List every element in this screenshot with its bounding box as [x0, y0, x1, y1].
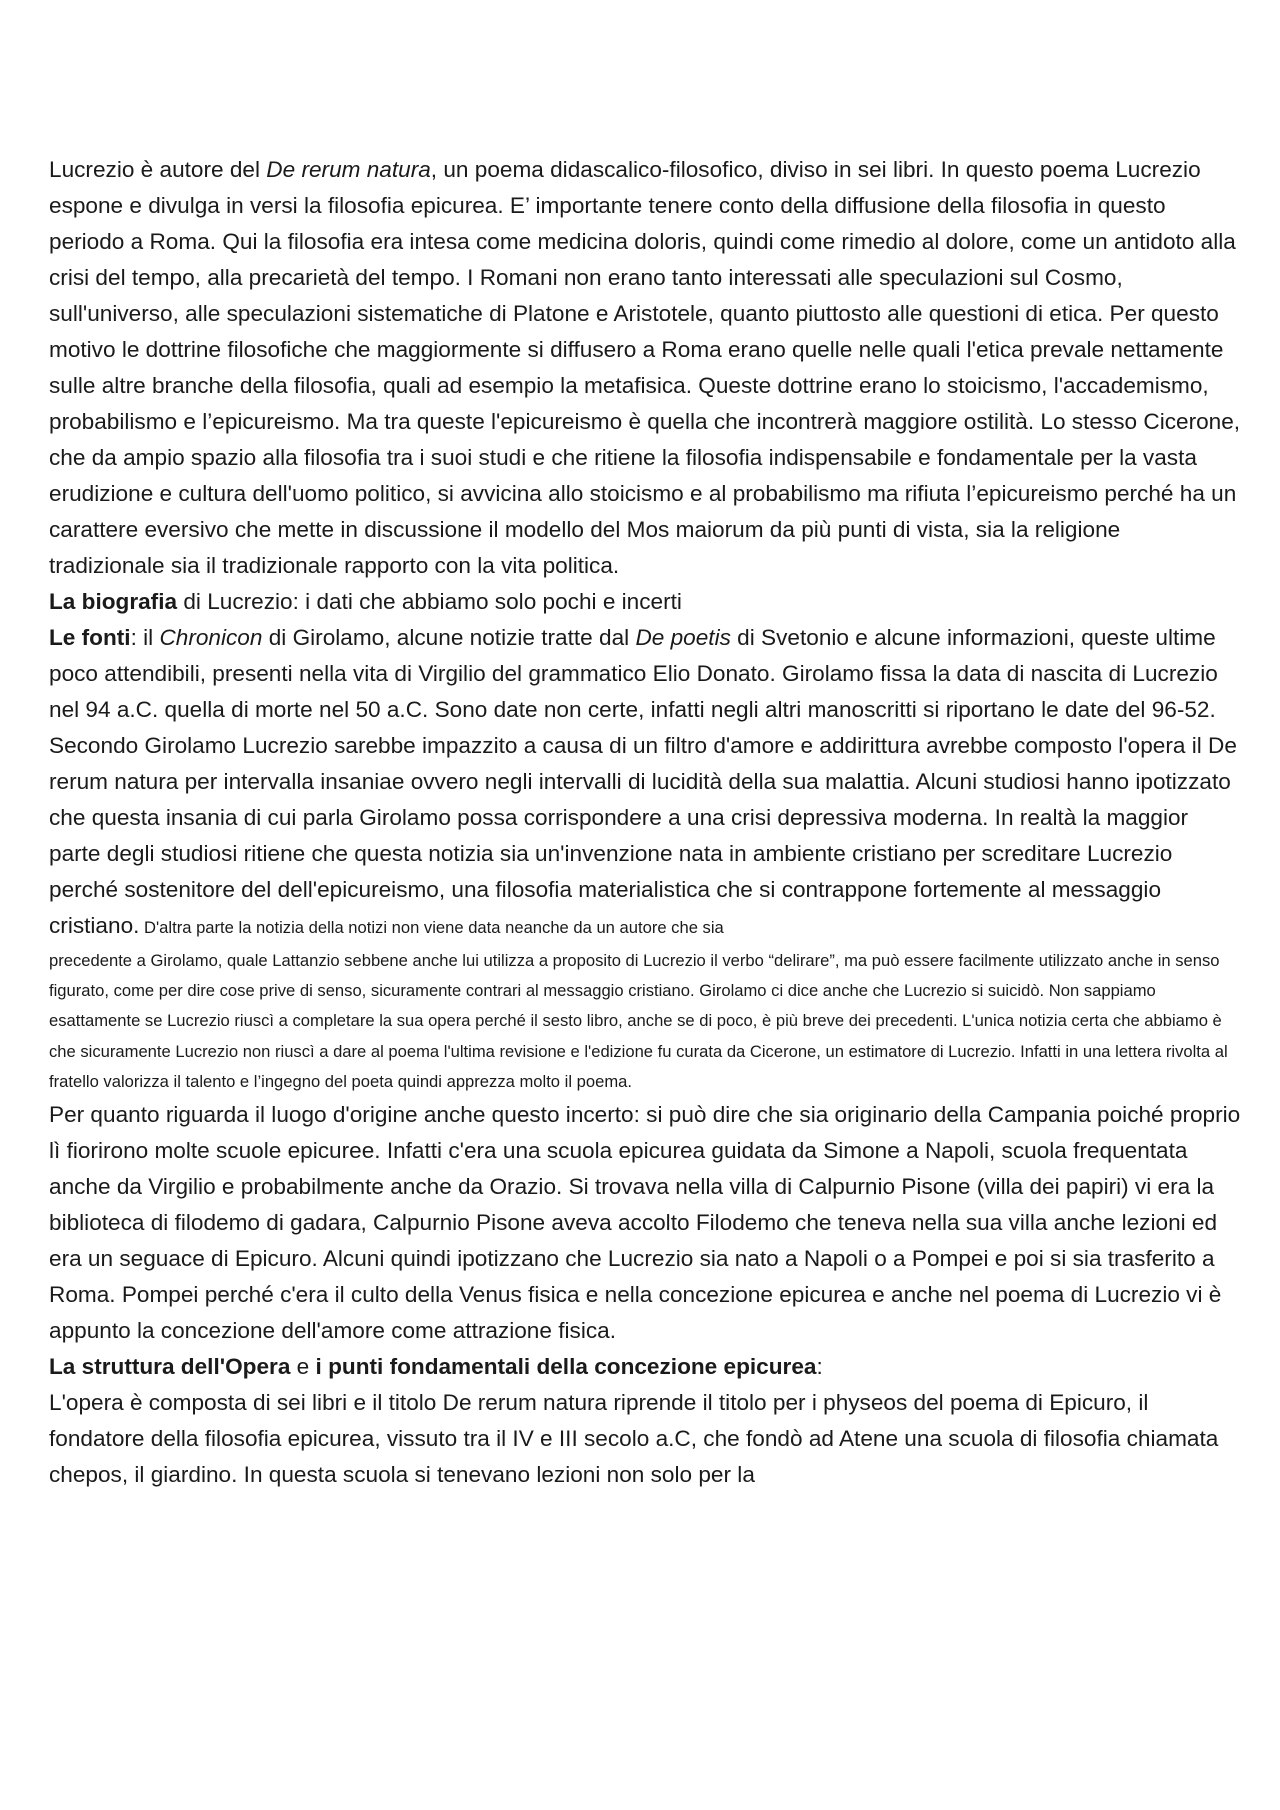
struttura-heading: La struttura dell'Opera — [49, 1354, 291, 1380]
biografia-text: di Lucrezio: i dati che abbiamo solo pochi e incerti — [177, 589, 682, 614]
punti-fondamentali-heading: i punti fondamentali della concezione epicurea — [315, 1354, 817, 1380]
struttura-heading-line — [49, 1349, 1241, 1385]
small-print-paragraph: precedente a Girolamo, quale Lattanzio sebbene anche lui utilizza a proposito di Lucrezio il verbo “delirare”, ma può essere facilmente utilizzato anche in senso figurato, come per dire cose prive di senso, sicuramente contrari al messaggio cristiano. Girolamo ci dice anche che Lucrezio si suicidò. Non sappiamo esattamente se Lucrezio riuscì a completare la sua opera perché il sesto libro, anche se di poco, è più breve dei precedenti. L'unica notizia certa che abbiamo è che sicuramente Lucrezio non riuscì a dare al poema l'ultima revisione e l'edizione fu curata da Cicerone, un estimatore di Lucrezio. Infatti in una lettera rivolta al fratello valorizza il talento e l’ingegno del poeta quindi apprezza molto il poema. — [49, 951, 1228, 1091]
biografia-heading: La biografia — [49, 589, 178, 614]
intro-paragraph — [49, 152, 1241, 584]
de-poetis-title: De poetis — [635, 625, 731, 650]
fonti-text-2: di Girolamo, alcune notizie tratte dal — [262, 625, 636, 650]
fonti-text-1: : il — [130, 625, 160, 650]
struttura-connector: e — [290, 1354, 316, 1380]
intro-text-start: Lucrezio è autore del — [49, 157, 267, 182]
fonti-text-3: di Svetonio e alcune informazioni, queste ultime poco attendibili, presenti nella vita di Virgilio del grammatico Elio Donato. Girolamo fissa la data di nascita di Lucrezio nel 94 a.C. quella di morte nel 50 a.C. Sono date non certe, infatti negli altri manoscritti si riportano le date del 96-52. Secondo Girolamo Lucrezio sarebbe impazzito a causa di un filtro d'amore e addirittura avrebbe composto l'opera il De rerum natura per intervalla insaniae ovvero negli intervalli di lucidità della sua malattia. Alcuni studiosi hanno ipotizzato che questa insania di cui parla Girolamo possa corrispondere a una crisi depressiva moderna. In realtà la maggior parte degli studiosi ritiene che questa notizia sia un'invenzione nata in ambiente cristiano per screditare Lucrezio perché sostenitore del dell'epicureismo, una filosofia materialistica che si contrappone fortemente al messaggio cristiano. — [49, 625, 1237, 938]
biografia-line — [49, 584, 1241, 620]
document-page — [49, 152, 1241, 1493]
fonti-small-tail: D'altra parte la notizia della notizi non viene data neanche da un autore che sia — [139, 918, 724, 937]
fonti-heading: Le fonti — [49, 625, 131, 650]
opera-paragraph: L'opera è composta di sei libri e il titolo De rerum natura riprende il titolo per i physeos del poema di Epicuro, il fondatore della filosofia epicurea, vissuto tra il IV e III secolo a.C, che fondò ad Atene una scuola di filosofia chiamata chepos, il giardino. In questa scuola si tenevano lezioni non solo per la — [49, 1390, 1219, 1488]
struttura-colon: : — [816, 1354, 823, 1380]
work-title-italic: De rerum natura — [266, 157, 431, 182]
fonti-paragraph — [49, 620, 1241, 946]
chronicon-title: Chronicon — [159, 625, 263, 650]
intro-text-rest: , un poema didascalico-filosofico, diviso in sei libri. In questo poema Lucrezio espone e divulga in versi la filosofia epicurea. E’ importante tenere conto della diffusione della filosofia in questo periodo a Roma. Qui la filosofia era intesa come medicina doloris, quindi come rimedio al dolore, come un antidoto alla crisi del tempo, alla precarietà del tempo. I Romani non erano tanto interessati alle speculazioni sul Cosmo, sull'universo, alle speculazioni sistematiche di Platone e Aristotele, quanto piuttosto alle questioni di etica. Per questo motivo le dottrine filosofiche che maggiormente si diffusero a Roma erano quelle nelle quali l'etica prevale nettamente sulle altre branche della filosofia, quali ad esempio la metafisica. Queste dottrine erano lo stoicismo, l'accademismo, probabilismo e l’epicureismo. Ma tra queste l'epicureismo è quella che incontrerà maggiore ostilità. Lo stesso Cicerone, che da ampio spazio alla filosofia tra i suoi studi e che ritiene la filosofia indispensabile e fondamentale per la vasta erudizione e cultura dell'uomo politico, si avvicina allo stoicismo e al probabilismo ma rifiuta l’epicureismo perché ha un carattere eversivo che mette in discussione il modello del Mos maiorum da più punti di vista, sia la religione tradizionale sia il tradizionale rapporto con la vita politica. — [49, 157, 1241, 578]
origine-paragraph: Per quanto riguarda il luogo d'origine anche questo incerto: si può dire che sia originario della Campania poiché proprio lì fiorirono molte scuole epicuree. Infatti c'era una scuola epicurea guidata da Simone a Napoli, scuola frequentata anche da Virgilio e probabilmente anche da Orazio. Si trovava nella villa di Calpurnio Pisone (villa dei papiri) vi era la biblioteca di filodemo di gadara, Calpurnio Pisone aveva accolto Filodemo che teneva nella sua villa anche lezioni ed era un seguace di Epicuro. Alcuni quindi ipotizzano che Lucrezio sia nato a Napoli o a Pompei e poi si sia trasferito a Roma. Pompei perché c'era il culto della Venus fisica e nella concezione epicurea e anche nel poema di Lucrezio vi è appunto la concezione dell'amore come attrazione fisica. — [49, 1102, 1241, 1344]
